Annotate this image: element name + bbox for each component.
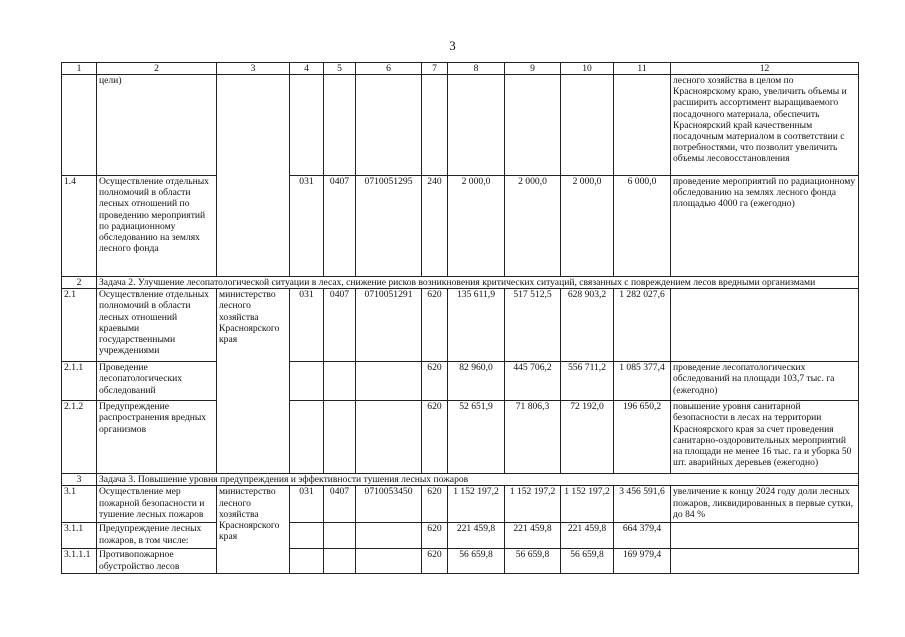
cell-name: Противопожарное обустройство лесов [97,549,217,574]
table-row-1-4 [62,176,859,277]
column-number: 12 [671,63,859,75]
cell-executor: министерство лесного хозяйства Красноярского края [217,486,290,574]
cell-executor: министерство лесного хозяйства Красноярского края [217,289,290,474]
cell-year1: 52 651,9 [448,401,505,474]
cell-result: проведение лесопатологических обследований на площади 103,7 тыс. га (ежегодно) [671,362,859,401]
column-number: 8 [448,63,505,75]
cell-name: Проведение лесопатологических обследований [97,362,217,401]
table-row-2-1 [62,289,859,362]
cell-year2: 2 000,0 [505,176,561,277]
cell-result: увеличение к концу 2024 году доли лесных пожаров, ликвидированных в первые сутки, до 84 % [671,486,859,523]
cell-rzpr: 0407 [324,486,356,523]
cell-year2: 56 659,8 [505,549,561,574]
column-number: 11 [614,63,671,75]
cell-vr: 620 [422,486,448,523]
cell-num [62,75,97,176]
column-number-row [62,63,859,75]
page-number: 3 [449,38,456,53]
column-number: 3 [217,63,290,75]
cell-vr: 620 [422,523,448,549]
table-row-3-1 [62,486,859,523]
cell-year2: 221 459,8 [505,523,561,549]
cell-year3: 2 000,0 [561,176,614,277]
cell-result: лесного хозяйства в целом по Красноярскому краю, увеличить объемы и расширить ассортимент выращиваемого посадочного материала, обеспечить Красноярский край качественным посадочным материалом в соответствии с потребностями, что позволит увеличить объемы лесовосстановления [671,75,859,176]
cell-vr: 240 [422,176,448,277]
cell-num: 3.1.1 [62,523,97,549]
column-number: 9 [505,63,561,75]
cell-result: повышение уровня санитарной безопасности в лесах на территории Красноярского края за счет проведения санитарно-оздоровительных мероприятий на площади не менее 16 тыс. га и уборка 50 шт. аварийных деревьев (ежегодно) [671,401,859,474]
task-row-2 [62,277,859,289]
cell-year1: 1 152 197,2 [448,486,505,523]
cell-grbs: 031 [290,176,324,277]
cell-year3: 628 903,2 [561,289,614,362]
cell-name: Осуществление отдельных полномочий в области лесных отношений по проведению мероприятий по радиационному обследованию на землях лесного фонда [97,176,217,277]
cell-executor [217,75,290,277]
task-heading: Задача 3. Повышение уровня предупреждения и эффективности тушения лесных пожаров [97,474,859,486]
cell-num: 1.4 [62,176,97,277]
cell-total: 1 085 377,4 [614,362,671,401]
column-number: 5 [324,63,356,75]
cell-name: Осуществление мер пожарной безопасности и тушение лесных пожаров [97,486,217,523]
cell-total: 169 979,4 [614,549,671,574]
cell-csr: 0710051291 [356,289,422,362]
cell-result: проведение мероприятий по радиационному обследованию на землях лесного фонда площадью 4000 га (ежегодно) [671,176,859,277]
cell-name: Осуществление отдельных полномочий в области лесных отношений краевыми государственными учреждениями [97,289,217,362]
cell-result [671,289,859,362]
cell-num: 3.1 [62,486,97,523]
cell-result [671,549,859,574]
column-number: 6 [356,63,422,75]
table-row-continuation [62,75,859,176]
cell-rzpr: 0407 [324,289,356,362]
cell-year3: 56 659,8 [561,549,614,574]
cell-total: 1 282 027,6 [614,289,671,362]
column-number: 10 [561,63,614,75]
cell-num: 2.1.2 [62,401,97,474]
column-number: 7 [422,63,448,75]
cell-year2: 517 512,5 [505,289,561,362]
column-number: 4 [290,63,324,75]
cell-num: 2.1.1 [62,362,97,401]
table-row-3-1-1-1 [62,549,859,574]
cell-vr: 620 [422,289,448,362]
cell-num: 3.1.1.1 [62,549,97,574]
column-number: 2 [97,63,217,75]
cell-name: Предупреждение лесных пожаров, в том числе: [97,523,217,549]
cell-name: цели) [97,75,217,176]
cell-year2: 445 706,2 [505,362,561,401]
cell-year3: 556 711,2 [561,362,614,401]
cell-vr: 620 [422,549,448,574]
cell-year3: 72 192,0 [561,401,614,474]
cell-result [671,523,859,549]
cell-year2: 1 152 197,2 [505,486,561,523]
cell-grbs: 031 [290,289,324,362]
column-number: 1 [62,63,97,75]
cell-num: 3 [62,474,97,486]
cell-year1: 56 659,8 [448,549,505,574]
cell-csr: 0710051295 [356,176,422,277]
cell-year1: 135 611,9 [448,289,505,362]
program-table [61,62,859,574]
cell-total: 664 379,4 [614,523,671,549]
cell-year1: 221 459,8 [448,523,505,549]
cell-vr: 620 [422,401,448,474]
cell-num: 2.1 [62,289,97,362]
cell-total: 6 000,0 [614,176,671,277]
table-row-2-1-2 [62,401,859,474]
cell-csr: 0710053450 [356,486,422,523]
cell-year3: 1 152 197,2 [561,486,614,523]
task-heading: Задача 2. Улучшение лесопатологической ситуации в лесах, снижение рисков возникновения критических ситуаций, связанных с повреждением лесов вредными организмами [97,277,859,289]
cell-year3: 221 459,8 [561,523,614,549]
cell-vr: 620 [422,362,448,401]
cell-name: Предупреждение распространения вредных организмов [97,401,217,474]
cell-num: 2 [62,277,97,289]
cell-year1: 82 960,0 [448,362,505,401]
cell-year2: 71 806,3 [505,401,561,474]
cell-grbs: 031 [290,486,324,523]
table-row-3-1-1 [62,523,859,549]
cell-rzpr: 0407 [324,176,356,277]
cell-total: 196 650,2 [614,401,671,474]
task-row-3 [62,474,859,486]
table-row-2-1-1 [62,362,859,401]
cell-year1: 2 000,0 [448,176,505,277]
cell-total: 3 456 591,6 [614,486,671,523]
